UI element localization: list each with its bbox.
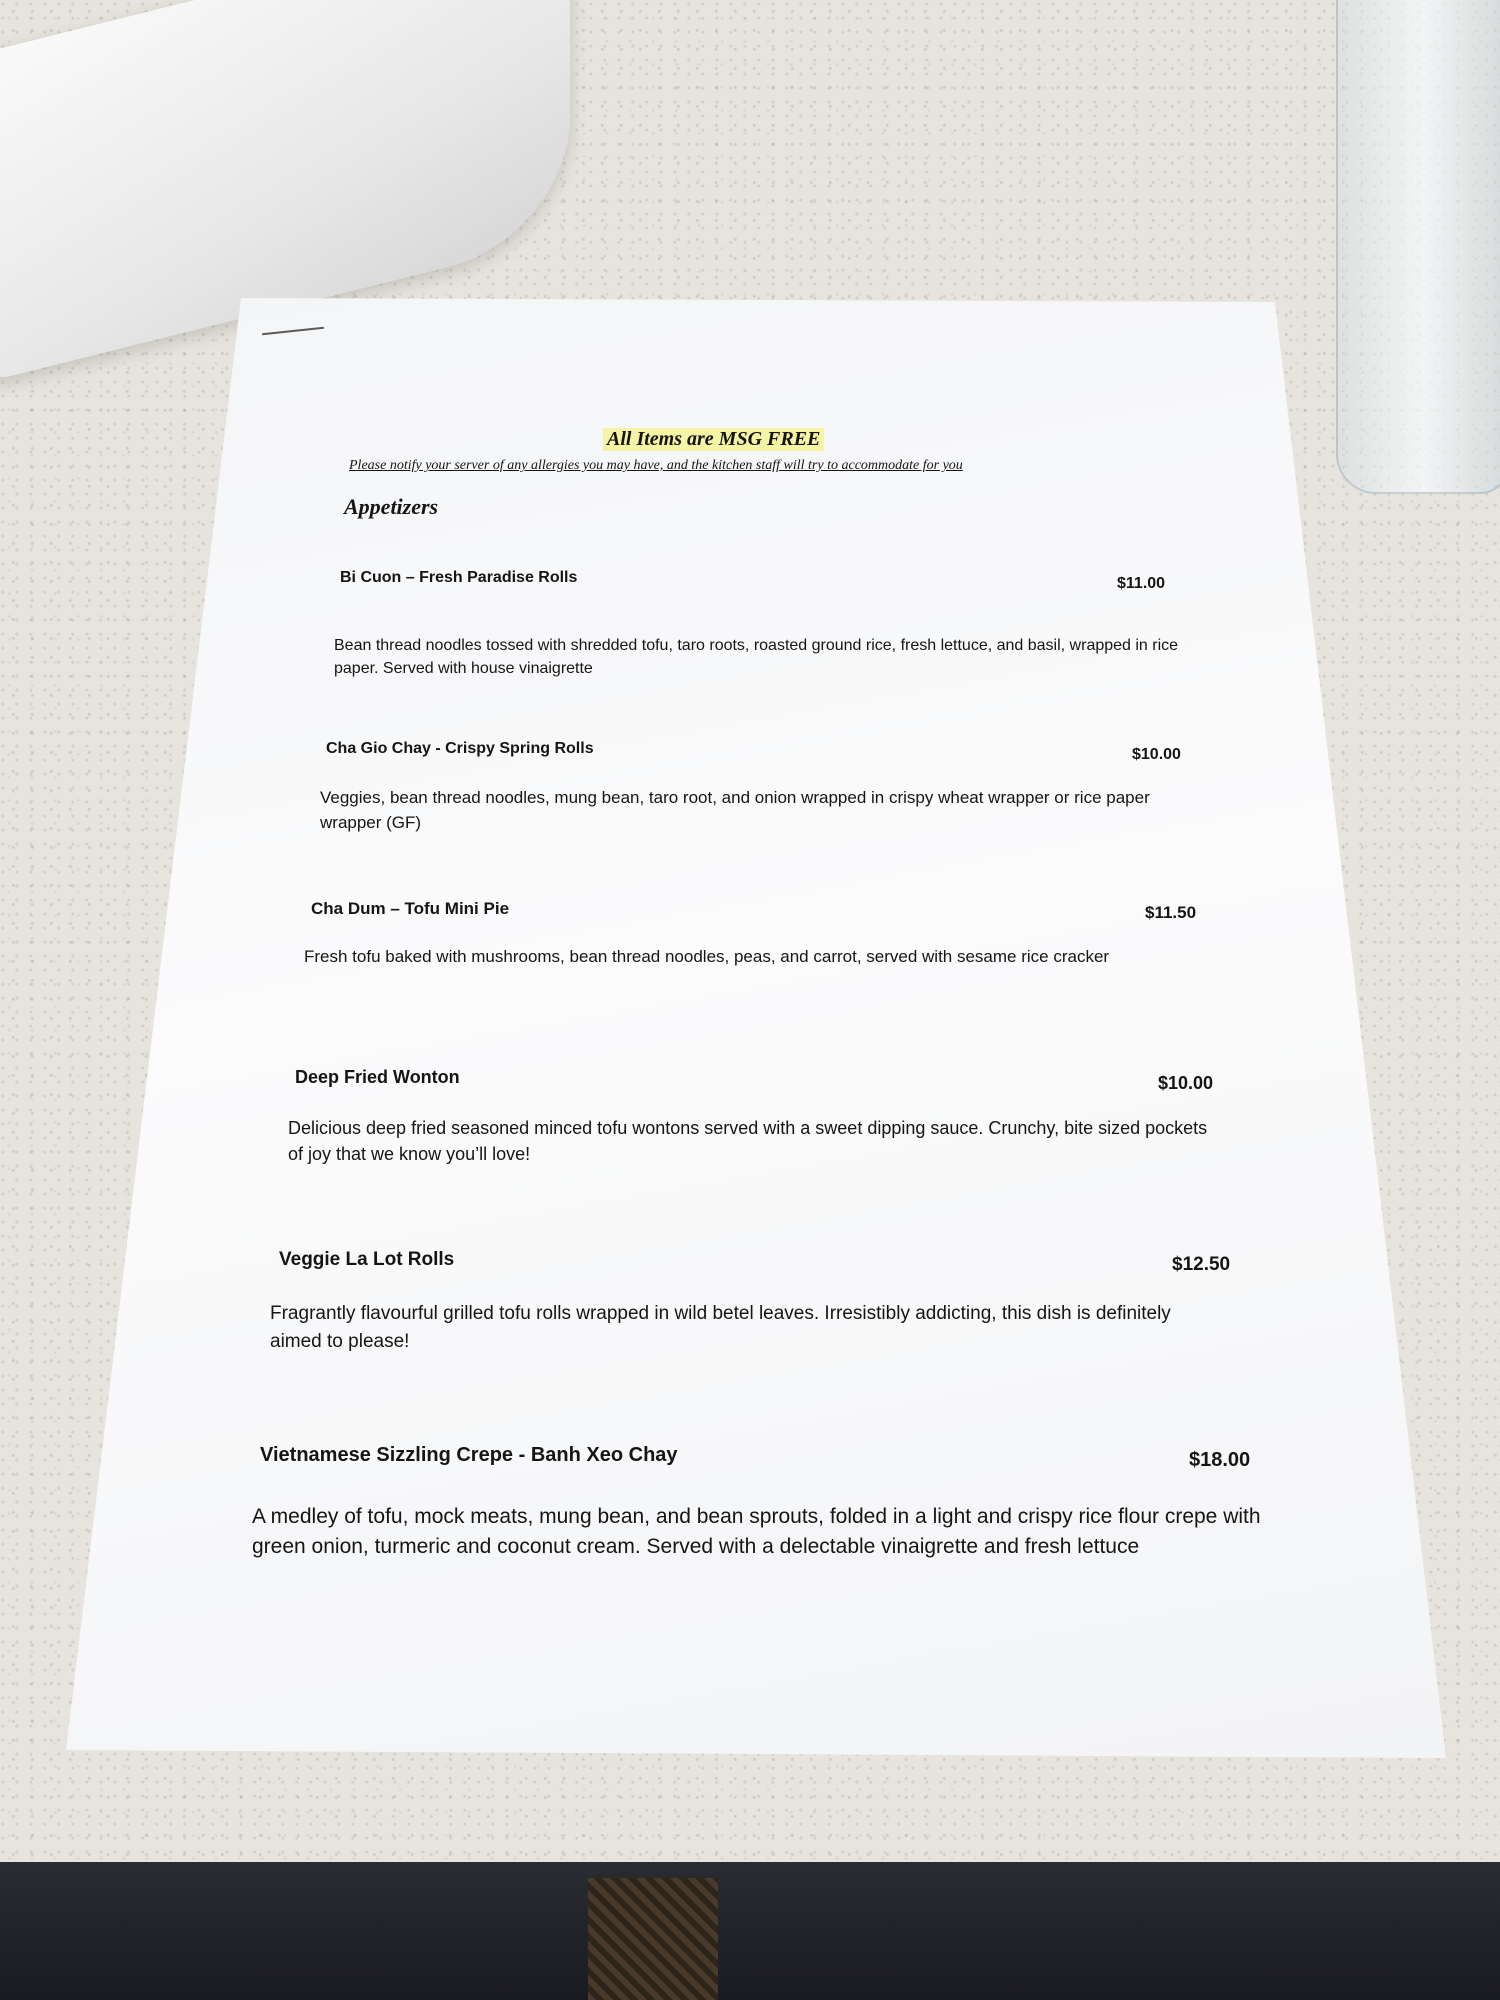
menu-item-description: Fresh tofu baked with mushrooms, bean thread noodles, peas, and carrot, served with sesame rice cracker	[304, 947, 1110, 966]
menu-item-description: A medley of tofu, mock meats, mung bean, and bean sprouts, folded in a light and crispy rice flour crepe with green onion, turmeric and coconut cream. Served with a delectable vinaigrette and fresh lettuce	[252, 1505, 1261, 1559]
menu-item-name: Vietnamese Sizzling Crepe - Banh Xeo Chay	[260, 1444, 678, 1466]
table-edge	[0, 1862, 1500, 2000]
menu-item-price: $12.50	[1172, 1254, 1231, 1275]
msg-free-heading: All Items are MSG FREE	[603, 428, 824, 451]
section-title-appetizers: Appetizers	[344, 494, 439, 519]
menu-item-price: $18.00	[1189, 1449, 1251, 1471]
menu-item-description: Delicious deep fried seasoned minced tofu wontons served with a sweet dipping sauce. Crunchy, bite sized pockets of joy that we know you’ll love!	[288, 1118, 1208, 1165]
menu-item-name: Cha Gio Chay - Crispy Spring Rolls	[326, 740, 594, 757]
menu-item-price: $11.50	[1145, 903, 1197, 922]
allergy-notice: Please notify your server of any allergies you may have, and the kitchen staff will try to accommodate for you	[349, 458, 963, 473]
menu-item-description: Bean thread noodles tossed with shredded tofu, taro roots, roasted ground rice, fresh lettuce, and basil, wrapped in rice paper. Served with house vinaigrette	[334, 637, 1179, 678]
menu-item-name: Cha Dum – Tofu Mini Pie	[311, 899, 510, 918]
menu-item-name: Bi Cuon – Fresh Paradise Rolls	[340, 569, 578, 586]
pen-mark	[262, 327, 324, 335]
menu-item-name: Veggie La Lot Rolls	[279, 1249, 455, 1270]
menu-item-name: Deep Fried Wonton	[295, 1067, 460, 1087]
woven-basket	[588, 1878, 718, 2000]
menu-item-price: $11.00	[1117, 575, 1166, 592]
menu-item-description: Veggies, bean thread noodles, mung bean, taro root, and onion wrapped in crispy wheat wrapper or rice paper wrapper (GF)	[320, 788, 1150, 832]
menu-item-price: $10.00	[1158, 1073, 1214, 1093]
menu-item-description: Fragrantly flavourful grilled tofu rolls wrapped in wild betel leaves. Irresistibly addicting, this dish is definitely aimed to please!	[270, 1303, 1171, 1352]
menu-item-price: $10.00	[1132, 746, 1181, 763]
